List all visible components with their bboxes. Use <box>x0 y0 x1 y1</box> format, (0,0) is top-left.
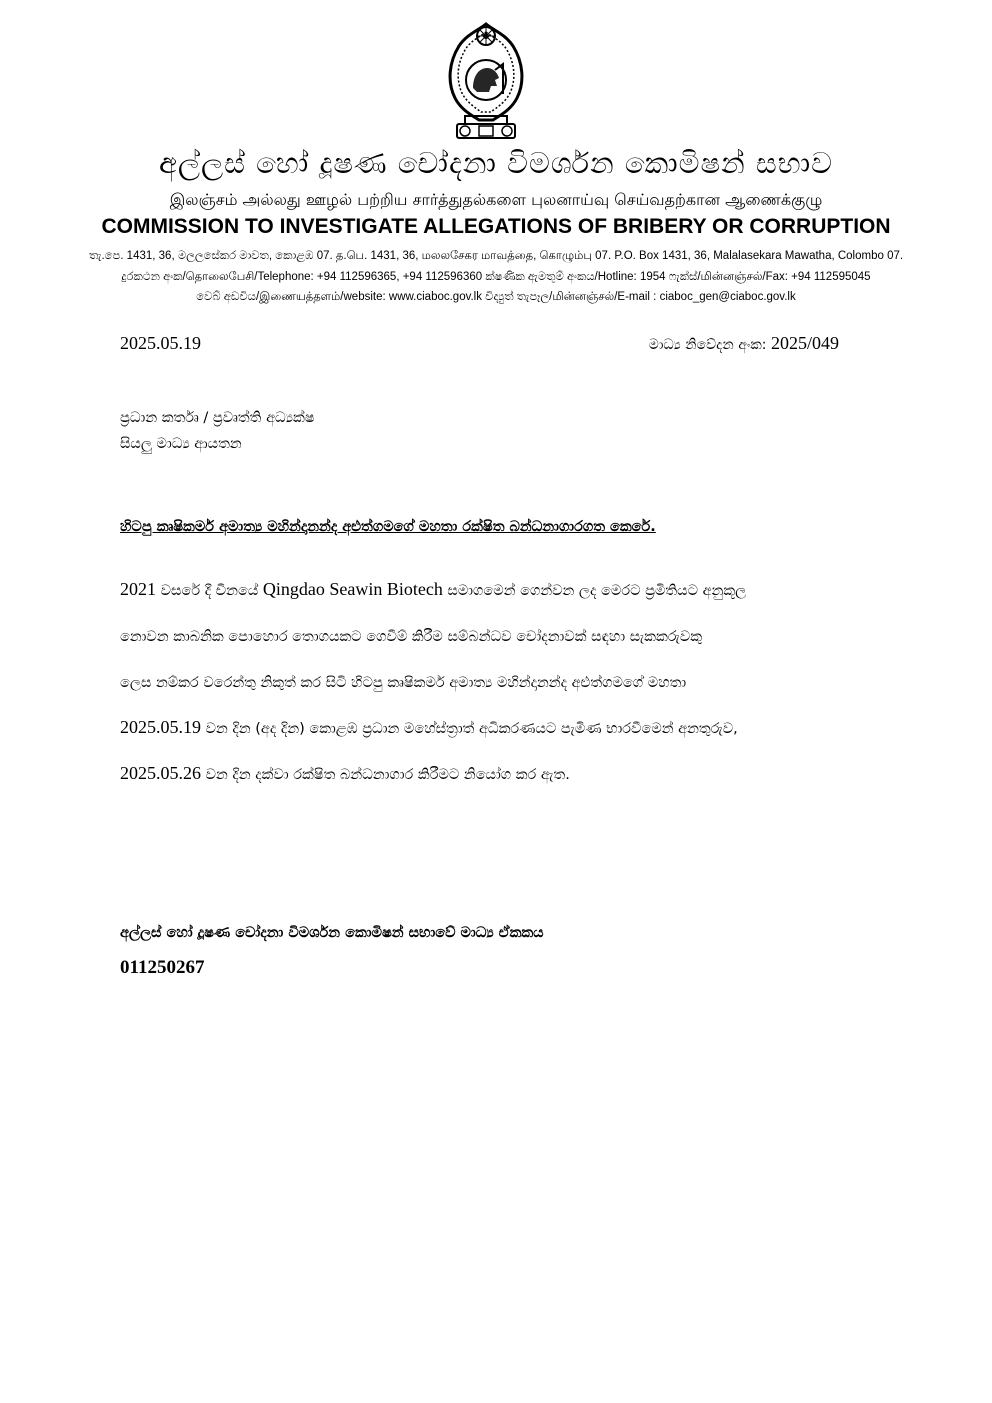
body-line-1 <box>120 575 872 621</box>
media-release-label: මාධ්‍ය නිවේදන අංක: <box>648 337 767 353</box>
national-emblem-icon <box>443 20 529 142</box>
body-date-1: 2025.05.19 <box>120 717 201 737</box>
body-text-5: වන දින දක්වා රක්ෂිත බන්ධනාගාර කිරීමට නියෝග කර ඇත. <box>201 767 570 783</box>
document-date: 2025.05.19 <box>120 333 201 353</box>
body-line-3 <box>120 667 872 713</box>
media-release-value: 2025/049 <box>770 333 839 353</box>
body-text-3: ලෙස නම්කර වරෙන්තු නිකුත් කර සිටි හිටපු කෘෂිකර්ම අමාත්‍ය මහින්දානන්ද අළුත්ගමගේ මහතා <box>120 675 687 691</box>
body-line-4 <box>120 713 872 759</box>
body-date-2: 2025.05.26 <box>120 763 201 783</box>
body-company-name: Qingdao Seawin Biotech <box>262 579 443 599</box>
body-line-2 <box>120 621 872 667</box>
body-text-2: නොවන කාබනික පොහොර තොගයකට ගෙවීම් කිරීම සම්බන්ධව චෝදනාවක් සඳහා සැකකරුවකු <box>120 629 703 645</box>
press-release-body <box>120 575 872 805</box>
signature-unit: අල්ලස් හෝ දූෂණ චෝදනා විමර්ශන කොමිෂන් සභාවේ මාධ්‍ය ඒකකය <box>120 925 544 941</box>
body-line-5 <box>120 759 872 805</box>
letterhead-title-sinhala: අල්ලස් හෝ දූෂණ චෝදනා විමර්ශන කොමිෂන් සභාව <box>158 146 833 180</box>
letterhead-title-tamil: இலஞ்சம் அல்லது ஊழல் பற்றிய சார்த்துதல்களை புலனாய்வு செய்வதற்கான ஆணைக்குழு <box>169 190 823 209</box>
body-text-4: වන දින (අද දින) කොළඹ ප්‍රධාන මහේස්ත්‍රාත් අධිකරණයට පැමිණ භාරවීමෙන් අනතුරුව, <box>201 721 738 737</box>
press-release-headline: හිටපු කෘෂිකර්ම අමාත්‍ය මහින්දානන්ද අළුත්ගමගේ මහතා රක්ෂිත බන්ධනාගාරගත කෙරේ. <box>120 519 656 535</box>
body-year: 2021 <box>120 579 156 599</box>
letterhead-phone-line: දුරකථන අංක/தொலைபேசி/Telephone: +94 112596365, +94 112596360 ක්ෂණික ඇමතුම් අංකය/Hotline: 1954 ෆැක්ස්/மின்னஞ்சல்/Fax: +94 112595045 <box>121 271 871 283</box>
body-text-1b: සමාගමෙන් ගෙන්වන ලද මෙරට ප්‍රමිතියට අනුකූල <box>442 583 747 599</box>
letterhead-title-english: COMMISSION TO INVESTIGATE ALLEGATIONS OF BRIBERY OR CORRUPTION <box>101 215 891 238</box>
media-release-number <box>649 333 839 354</box>
signature-phone: 011250267 <box>120 957 205 978</box>
recipient-line-1: ප්‍රධාන කර්තෘ / ප්‍රවෘත්ති අධ්‍යක්ෂ <box>120 410 315 426</box>
body-text-1a: වසරේ දී චීනයේ <box>156 583 263 599</box>
letterhead-address: තැ.පෙ. 1431, 36, මලලසේකර මාවත, කොළඹ 07. த.பெ. 1431, 36, மலலசேகர மாவத்தை, கொழும்பு 07. P.O. Box 1431, 36, Malalasekara Mawatha, Colombo 07. <box>88 250 904 262</box>
recipient-line-2: සියලු මාධ්‍ය ආයතන <box>120 436 242 452</box>
letterhead-web-line: වෙබ් අඩවිය/இணையத்தளம்/website: www.ciaboc.gov.lk විද්‍යුත් තැපෑල/மின்னஞ்சல்/E-mail : ciaboc_gen@ciaboc.gov.lk <box>196 291 796 303</box>
